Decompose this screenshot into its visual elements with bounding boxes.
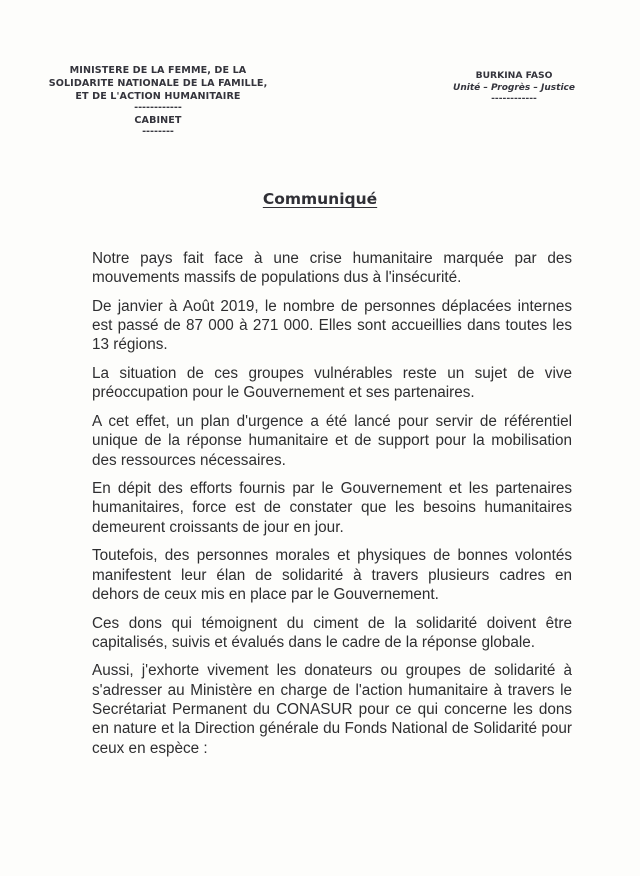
- paragraph: Ces dons qui témoignent du ciment de la solidarité doivent être capitalisés, suivis et évalués dans le cadre de la réponse globale.: [92, 614, 572, 651]
- country-name: BURKINA FASO: [475, 70, 553, 81]
- paragraph: En dépit des efforts fournis par le Gouvernement et les partenaires humanitaires, force est de constater que les besoins humanitaires demeurent croissants de jour en jour.: [92, 480, 572, 536]
- ministry-header: [40, 64, 276, 137]
- paragraph: Notre pays fait face à une crise humanitaire marquée par des mouvements massifs de populations dus à l'insécurité.: [92, 250, 572, 287]
- ministry-name-line-1: MINISTERE DE LA FEMME, DE LA: [69, 65, 247, 76]
- document-title-text: Communiqué: [262, 190, 378, 208]
- ministry-name-line-2: SOLIDARITE NATIONALE DE LA FAMILLE,: [48, 78, 268, 89]
- paragraph: A cet effet, un plan d'urgence a été lancé pour servir de référentiel unique de la réponse humanitaire et de support pour la mobilisation des ressources nécessaires.: [92, 412, 572, 469]
- paragraph: Toutefois, des personnes morales et physiques de bonnes volontés manifestent leur élan de solidarité à travers plusieurs cadres en dehors de ceux mis en place par le Gouvernement.: [92, 547, 572, 603]
- separator-line: ------------: [134, 102, 182, 113]
- ministry-name-line-3: ET DE L'ACTION HUMANITAIRE: [75, 91, 241, 102]
- document-body: [92, 249, 572, 767]
- country-header: [436, 70, 592, 104]
- paragraph: La situation de ces groupes vulnérables reste un sujet de vive préoccupation pour le Gouvernement et ses partenaires.: [92, 365, 572, 402]
- separator-line: ------------: [491, 93, 537, 104]
- national-motto: Unité – Progrès – Justice: [453, 83, 575, 93]
- document-title: [0, 190, 640, 208]
- separator-line: --------: [142, 126, 174, 137]
- department-label: CABINET: [134, 115, 182, 126]
- paragraph: Aussi, j'exhorte vivement les donateurs ou groupes de solidarité à s'adresser au Ministère en charge de l'action humanitaire à travers le Secrétariat Permanent du CONASUR pour ce qui concerne les dons en nature et la Direction générale du Fonds National de Solidarité pour ceux en espèce :: [92, 662, 572, 757]
- paragraph: De janvier à Août 2019, le nombre de personnes déplacées internes est passé de 87 000 à 271 000. Elles sont accueillies dans toutes les 13 régions.: [92, 297, 572, 354]
